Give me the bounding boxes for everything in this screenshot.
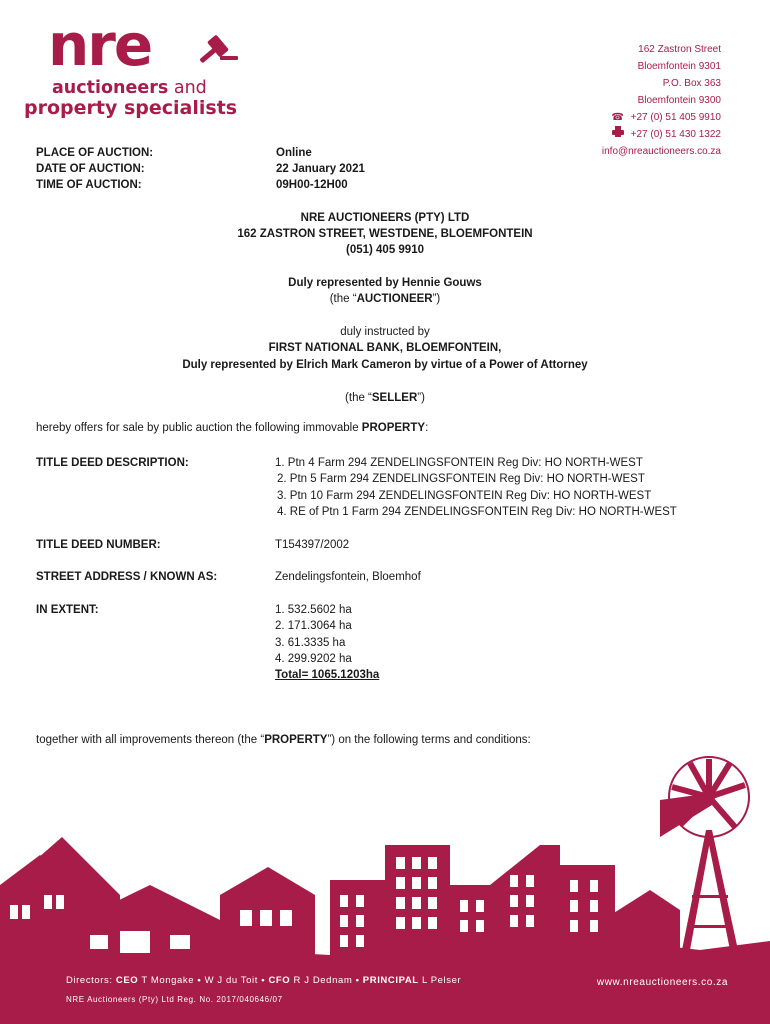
auctioneer-represented: Duly represented by Hennie Gouws bbox=[288, 277, 482, 289]
footer-registration: NRE Auctioneers (Pty) Ltd Reg. No. 2017/040646/07 bbox=[66, 995, 283, 1004]
gavel-icon bbox=[192, 34, 240, 70]
contact-block bbox=[602, 41, 721, 160]
place-value: Online bbox=[276, 147, 312, 159]
description-item: 3. Ptn 10 Farm 294 ZENDELINGSFONTEIN Reg Div: HO NORTH-WEST bbox=[277, 489, 652, 502]
extent-item: 3. 61.3335 ha bbox=[275, 636, 346, 649]
footer-directors: Directors: CEO T Mongake • W J du Toit • CFO R J Dednam • PRINCIPAL L Pelser bbox=[66, 975, 462, 986]
contact-email[interactable]: info@nreauctioneers.co.za bbox=[601, 146, 721, 157]
street-address-value: Zendelingsfontein, Bloemhof bbox=[275, 571, 421, 583]
title-deed-description-label: TITLE DEED DESCRIPTION: bbox=[36, 457, 189, 469]
description-list bbox=[275, 455, 677, 520]
extent-item: 2. 171.3064 ha bbox=[275, 620, 352, 633]
phone-icon: ☎ bbox=[611, 112, 624, 123]
logo-line-2: property specialists bbox=[24, 97, 238, 119]
place-label: PLACE OF AUCTION: bbox=[36, 147, 154, 159]
auctioneer-phone: (051) 405 9910 bbox=[345, 244, 424, 256]
description-item: 1. Ptn 4 Farm 294 ZENDELINGSFONTEIN Reg Div: HO NORTH-WEST bbox=[275, 457, 643, 469]
title-deed-number-value: T154397/2002 bbox=[275, 539, 350, 551]
street-address-label: STREET ADDRESS / KNOWN AS: bbox=[36, 571, 218, 583]
company-logo bbox=[22, 11, 262, 125]
footer-website-link[interactable]: www.nreauctioneers.co.za bbox=[596, 977, 728, 988]
extent-item: 4. 299.9202 ha bbox=[275, 652, 352, 665]
auctioneer-role: (the “AUCTIONEER”) bbox=[329, 293, 441, 305]
date-value: 22 January 2021 bbox=[276, 163, 365, 175]
title-deed-number-label: TITLE DEED NUMBER: bbox=[36, 539, 161, 551]
contact-fax-row bbox=[602, 126, 721, 143]
contact-po-box: P.O. Box 363 bbox=[662, 78, 721, 89]
contact-phone: +27 (0) 51 405 9910 bbox=[630, 112, 721, 123]
description-item: 4. RE of Ptn 1 Farm 294 ZENDELINGSFONTEIN Reg Div: HO NORTH-WEST bbox=[277, 505, 677, 518]
contact-street: 162 Zastron Street bbox=[638, 44, 721, 55]
seller-instructed: duly instructed by bbox=[340, 326, 430, 338]
contact-po-city: Bloemfontein 9300 bbox=[637, 95, 721, 106]
auctioneer-company: NRE AUCTIONEERS (PTY) LTD bbox=[300, 212, 470, 224]
extent-label: IN EXTENT: bbox=[36, 604, 99, 616]
fax-icon bbox=[611, 126, 625, 143]
date-label: DATE OF AUCTION: bbox=[36, 163, 145, 175]
extent-total: Total= 1065.1203ha bbox=[275, 669, 380, 682]
contact-fax: +27 (0) 51 430 1322 bbox=[630, 129, 721, 140]
contact-city: Bloemfontein 9301 bbox=[637, 61, 721, 72]
extent-list bbox=[275, 602, 379, 683]
auction-info bbox=[36, 145, 365, 193]
extent-item: 1. 532.5602 ha bbox=[275, 604, 352, 616]
contact-phone-row bbox=[602, 109, 721, 126]
seller-represented: Duly represented by Elrich Mark Cameron by virtue of a Power of Attorney bbox=[182, 359, 588, 371]
seller-bank: FIRST NATIONAL BANK, BLOEMFONTEIN, bbox=[268, 342, 502, 354]
seller-role: (the “SELLER”) bbox=[345, 392, 425, 404]
time-value: 09H00-12H00 bbox=[276, 179, 348, 191]
logo-line-1: auctioneers and bbox=[52, 78, 207, 98]
time-label: TIME OF AUCTION: bbox=[36, 179, 142, 191]
description-item: 2. Ptn 5 Farm 294 ZENDELINGSFONTEIN Reg Div: HO NORTH-WEST bbox=[277, 473, 645, 486]
terms-intro: together with all improvements thereon (the “PROPERTY”) on the following terms and conditions: bbox=[36, 734, 531, 746]
logo-brand: nre bbox=[48, 11, 152, 79]
offer-text: hereby offers for sale by public auction the following immovable PROPERTY: bbox=[36, 422, 429, 434]
auctioneer-address: 162 ZASTRON STREET, WESTDENE, BLOEMFONTEIN bbox=[237, 228, 533, 240]
